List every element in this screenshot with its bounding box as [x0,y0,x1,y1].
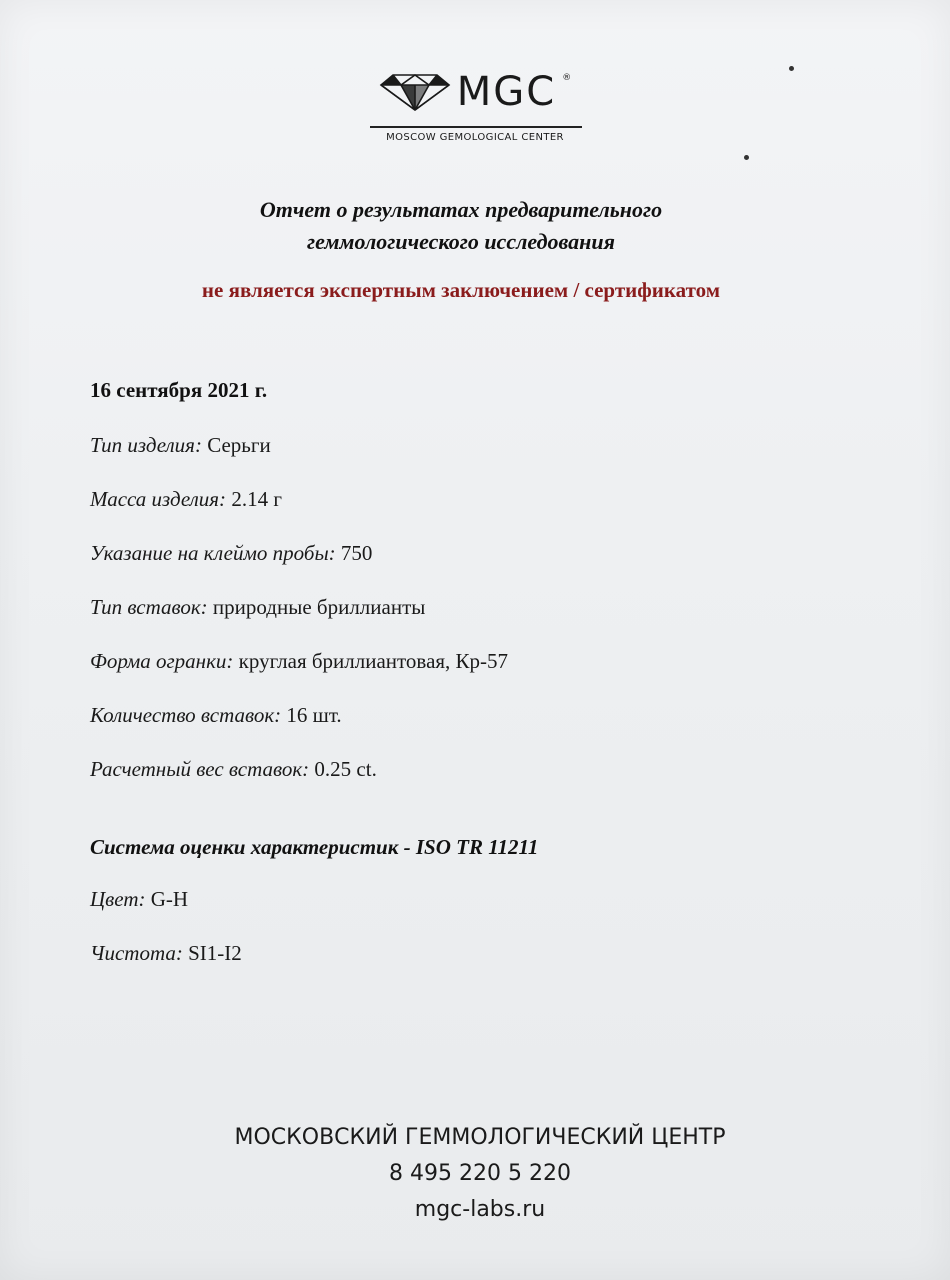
field-row [90,941,242,995]
field-label: Тип вставок: [90,595,208,619]
field-row [90,487,508,541]
registered-mark: ® [562,73,572,83]
field-row [90,703,508,757]
report-title [0,194,922,258]
grading-fields [90,887,242,995]
field-value: SI1-I2 [188,941,242,965]
field-value: природные бриллианты [212,595,426,619]
footer-phone: 8 495 220 5 220 [389,1161,571,1186]
field-label: Чистота: [90,941,183,965]
report-title-line: геммологического исследования [307,229,615,254]
punch-mark [744,155,749,160]
field-label: Тип изделия: [90,433,202,457]
field-value: Серьги [207,433,271,457]
grading-system-title: Система оценки характеристик - ISO TR 11211 [90,835,539,859]
field-value: 2.14 г [231,487,282,511]
field-value: 0.25 ct. [314,757,377,781]
field-label: Расчетный вес вставок: [90,757,310,781]
field-row [90,541,508,595]
field-label: Форма огранки: [90,649,234,673]
field-label: Указание на клеймо пробы: [90,541,336,565]
mgc-logo [0,69,950,143]
footer-contacts [0,1120,950,1228]
field-label: Масса изделия: [90,487,227,511]
report-date: 16 сентября 2021 г. [90,378,268,402]
field-row [90,433,508,487]
logo-subtitle: MOSCOW GEMOLOGICAL CENTER [386,131,564,143]
logo-wordmark: MGC [456,69,557,115]
disclaimer-text: не является экспертным заключением / сертификатом [201,278,721,302]
field-value: 16 шт. [286,703,342,727]
report-title-line: Отчет о результатах предварительного [259,197,663,222]
punch-mark [789,66,794,71]
item-fields [90,433,508,811]
field-value: 750 [340,541,373,565]
diamond-icon [379,73,451,111]
field-row [90,757,508,811]
field-value: G-H [150,887,189,911]
footer-org-name: МОСКОВСКИЙ ГЕММОЛОГИЧЕСКИЙ ЦЕНТР [234,1125,726,1150]
field-row [90,595,508,649]
field-row [90,649,508,703]
field-row [90,887,242,941]
logo-divider [370,126,582,128]
footer-website: mgc-labs.ru [414,1197,546,1222]
field-label: Цвет: [90,887,146,911]
field-value: круглая бриллиантовая, Кр-57 [238,649,509,673]
field-label: Количество вставок: [90,703,282,727]
